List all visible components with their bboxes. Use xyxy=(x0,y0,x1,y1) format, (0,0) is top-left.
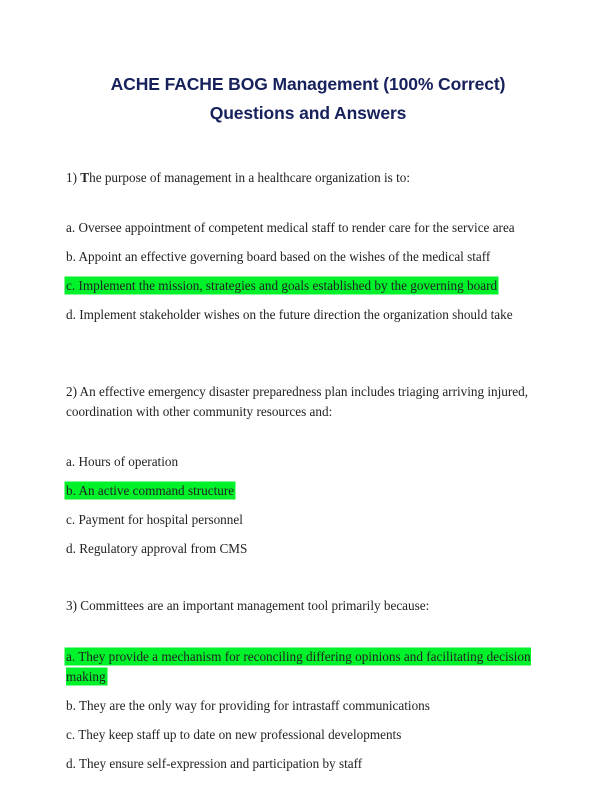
question-3-options xyxy=(66,647,554,774)
question-block-2 xyxy=(66,382,554,559)
spacer xyxy=(66,716,554,725)
page-title-line-2: Questions and Answers xyxy=(209,103,407,123)
option-3b-text: b. They are the only way for providing for intrastaff communications xyxy=(66,698,430,713)
question-2-options xyxy=(66,452,554,559)
option-3b[interactable] xyxy=(66,696,554,716)
option-1b-text: b. Appoint an effective governing board based on the wishes of the medical staff xyxy=(66,249,491,264)
question-block-3 xyxy=(66,596,554,774)
question-1-options xyxy=(66,218,554,325)
spacer xyxy=(66,472,554,481)
option-3d[interactable] xyxy=(66,754,554,774)
spacer xyxy=(66,188,554,218)
spacer xyxy=(66,325,554,382)
option-1b[interactable] xyxy=(66,247,554,267)
spacer xyxy=(66,530,554,539)
option-3c-text: c. They keep staff up to date on new professional developments xyxy=(66,727,402,742)
option-2a[interactable] xyxy=(66,452,554,472)
option-2d[interactable] xyxy=(66,539,554,559)
option-2b-correct[interactable] xyxy=(66,481,554,501)
option-1d-text: d. Implement stakeholder wishes on the future direction the organization should take xyxy=(66,307,513,322)
option-1c-text: c. Implement the mission, strategies and goals established by the governing board xyxy=(66,278,498,293)
document-body xyxy=(66,168,554,774)
question-1-prompt-rest: he purpose of management in a healthcare organization is to: xyxy=(89,170,410,185)
option-2c-text: c. Payment for hospital personnel xyxy=(66,512,243,527)
option-1a[interactable] xyxy=(66,218,554,238)
option-2c[interactable] xyxy=(66,510,554,530)
option-3c[interactable] xyxy=(66,725,554,745)
page-title-line-1: ACHE FACHE BOG Management (100% Correct) xyxy=(110,74,506,94)
spacer xyxy=(66,267,554,276)
question-1-number: 1) xyxy=(66,170,77,185)
question-1-lead-letter: T xyxy=(80,170,90,185)
question-2-prompt: 2) An effective emergency disaster preparedness plan includes triaging arriving injured, coordination with other community resources and: xyxy=(66,384,529,419)
option-2a-text: a. Hours of operation xyxy=(66,454,179,469)
option-1a-text: a. Oversee appointment of competent medical staff to render care for the service area xyxy=(66,220,515,235)
question-1-prompt xyxy=(66,168,554,188)
spacer xyxy=(66,559,554,596)
option-3a-text: a. They provide a mechanism for reconciling differing opinions and facilitating decision making xyxy=(66,649,531,684)
option-2d-text: d. Regulatory approval from CMS xyxy=(66,541,248,556)
spacer xyxy=(66,616,554,647)
option-1c-correct[interactable] xyxy=(66,276,554,296)
option-3a-correct[interactable] xyxy=(66,647,554,687)
option-3d-text: d. They ensure self-expression and participation by staff xyxy=(66,756,363,771)
question-block-1 xyxy=(66,168,554,325)
spacer xyxy=(66,745,554,754)
option-2b-text: b. An active command structure xyxy=(66,483,235,498)
spacer xyxy=(66,687,554,696)
spacer xyxy=(66,296,554,305)
spacer xyxy=(66,422,554,452)
document-title-block xyxy=(66,70,550,128)
question-3-prompt: 3) Committees are an important management tool primarily because: xyxy=(66,598,430,613)
option-1d[interactable] xyxy=(66,305,554,325)
spacer xyxy=(66,501,554,510)
spacer xyxy=(66,238,554,247)
